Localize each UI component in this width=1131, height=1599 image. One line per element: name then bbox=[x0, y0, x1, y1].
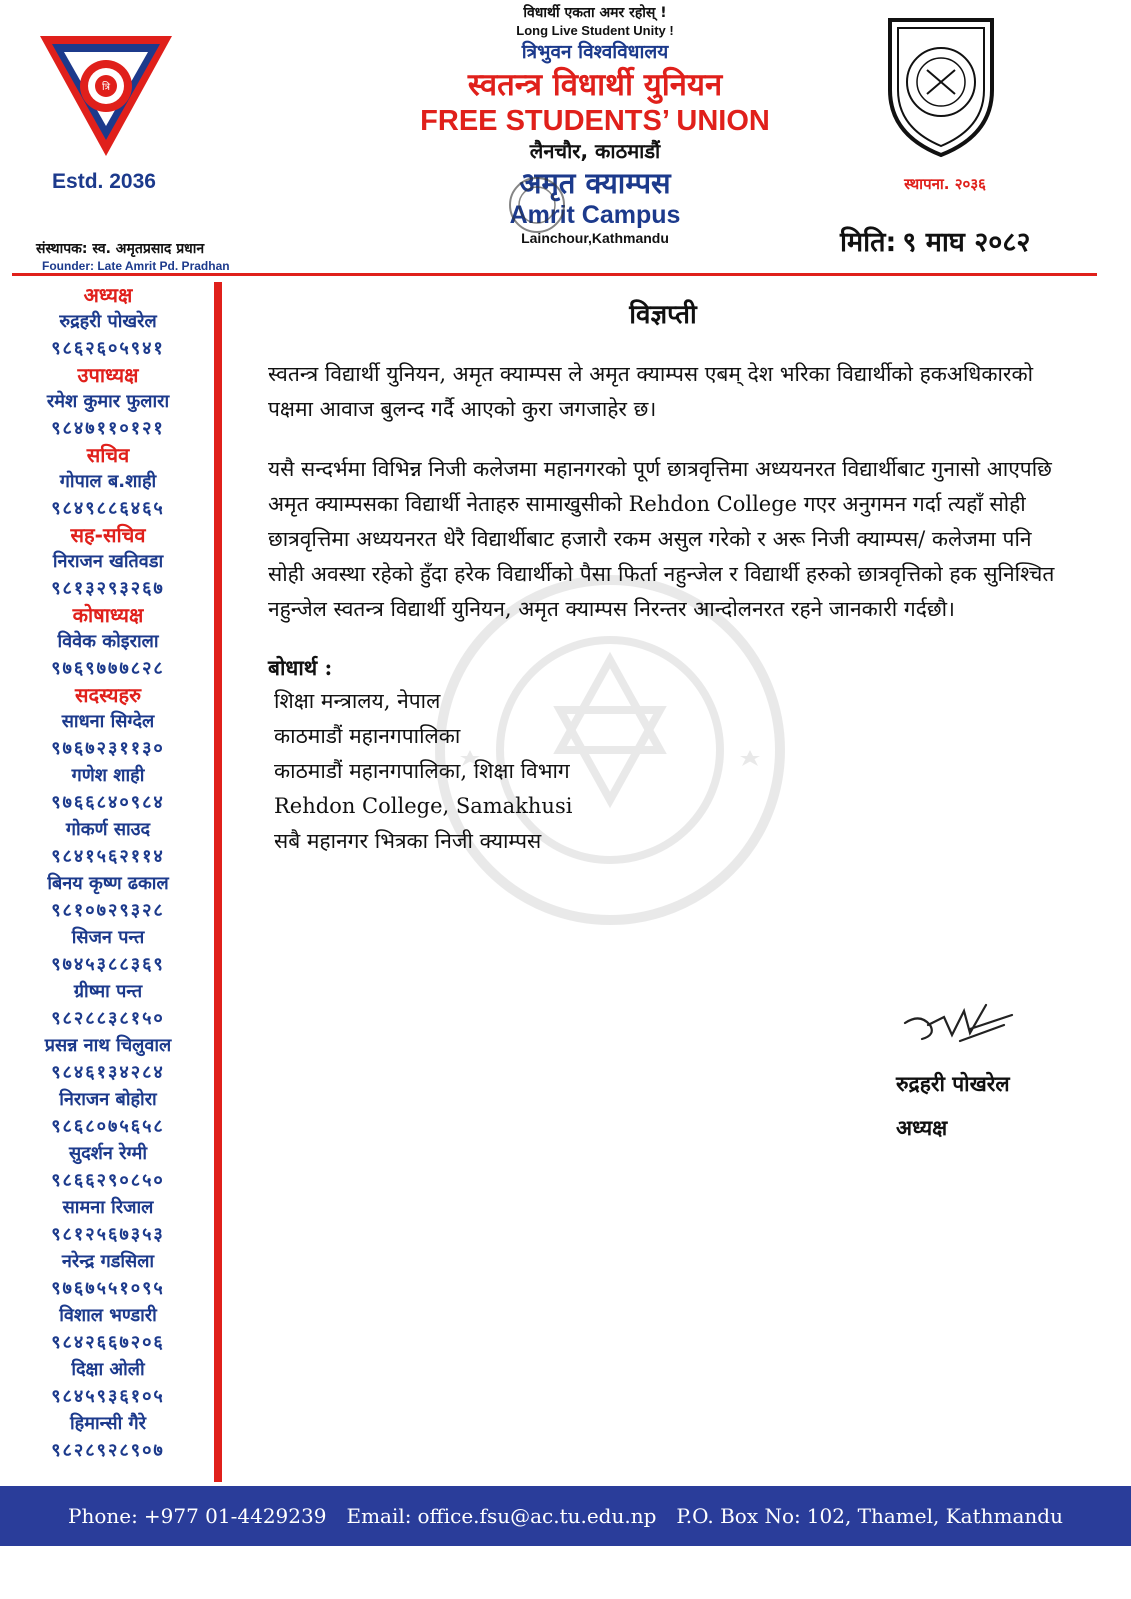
cc-list bbox=[268, 684, 1068, 859]
member-name: निराजन खतिवडा bbox=[52, 551, 164, 572]
member-phone: ९८६८०७५६५८ bbox=[51, 1116, 165, 1137]
committee-role: उपाध्यक्ष bbox=[77, 363, 139, 387]
campus-name-nepali: अमृत क्याम्पस bbox=[519, 166, 671, 200]
member-phone: ९८२८९२८९०७ bbox=[51, 1440, 165, 1461]
cc-item: सबै महानगर भित्रका निजी क्याम्पस bbox=[274, 829, 542, 853]
member-phone: ९८४२६६७२०६ bbox=[51, 1332, 165, 1353]
union-name-english: FREE STUDENTS’ UNION bbox=[420, 105, 770, 137]
fsu-emblem-icon bbox=[507, 175, 567, 235]
member-name: विशाल भण्डारी bbox=[59, 1305, 157, 1326]
tribhuvan-university-logo bbox=[36, 6, 176, 166]
member-name: सिजन पन्त bbox=[71, 927, 145, 948]
member-name: बिनय कृष्ण ढकाल bbox=[47, 873, 169, 894]
member-phone: ९८६२६०५९४१ bbox=[51, 338, 165, 359]
notice-paragraph-1: स्वतन्त्र विद्यार्थी युनियन, अमृत क्याम्पस ले अमृत क्याम्पस एबम् देश भरिका विद्यार्थीको हकअधिकारको पक्षमा आवाज बुलन्द गर्दै आएको कुरा जगजाहेर छ। bbox=[268, 362, 1034, 421]
member-phone: ९७६७२३११३० bbox=[51, 738, 165, 759]
founder-english: Founder: Late Amrit Pd. Pradhan bbox=[42, 259, 230, 273]
notice-body bbox=[268, 295, 1068, 859]
signatory-name: रुद्रहरी पोखरेल bbox=[896, 1071, 1010, 1096]
member-phone: ९८१०७२९३२८ bbox=[51, 900, 165, 921]
cc-item: काठमाडौं महानगपालिका bbox=[274, 724, 461, 748]
member-phone: ९८४६१३४२८४ bbox=[51, 1062, 165, 1083]
letterhead bbox=[0, 0, 1131, 278]
amrit-campus-shield-logo bbox=[882, 10, 1000, 160]
member-name: निराजन बोहोरा bbox=[59, 1089, 157, 1110]
member-phone: ९८२८८३८१५० bbox=[51, 1008, 165, 1029]
location-nepali: लैनचौर, काठमाडौं bbox=[529, 139, 661, 163]
cc-item: Rehdon College, Samakhusi bbox=[274, 794, 573, 818]
notice-title: विज्ञप्ती bbox=[629, 300, 697, 330]
member-phone: ९८४१५६२११४ bbox=[51, 846, 165, 867]
cc-item: शिक्षा मन्त्रालय, नेपाल bbox=[274, 689, 441, 713]
member-name: ग्रीष्मा पन्त bbox=[73, 981, 143, 1002]
member-name: विवेक कोइराला bbox=[57, 631, 159, 652]
member-phone: ९७६६८४०९८४ bbox=[51, 792, 165, 813]
location-english: Lainchour,Kathmandu bbox=[521, 230, 669, 246]
campus-name-english: Amrit Campus bbox=[509, 201, 681, 229]
svg-text:त्रि: त्रि bbox=[101, 82, 111, 93]
university-name: त्रिभुवन विश्वविधालय bbox=[521, 41, 669, 63]
committee-sidebar bbox=[8, 282, 208, 1482]
letterhead-center bbox=[380, 4, 810, 247]
cc-item: काठमाडौं महानगपालिका, शिक्षा विभाग bbox=[274, 759, 570, 783]
email-label: Email: bbox=[346, 1504, 412, 1528]
committee-role: अध्यक्ष bbox=[83, 283, 133, 307]
footer-po-box bbox=[676, 1504, 1063, 1528]
member-name: रमेश कुमार फुलारा bbox=[46, 391, 170, 412]
po-label: P.O. Box No: bbox=[676, 1504, 801, 1528]
cc-heading: बोधार्थ : bbox=[268, 655, 333, 680]
email-value: office.fsu@ac.tu.edu.np bbox=[417, 1504, 657, 1528]
member-phone: ९८१२५६७३५३ bbox=[51, 1224, 165, 1245]
committee-role: सदस्यहरु bbox=[74, 683, 142, 707]
footer-phone bbox=[68, 1504, 326, 1528]
member-name: प्रसन्न नाथ चिलुवाल bbox=[44, 1035, 172, 1056]
member-name: रुद्रहरी पोखरेल bbox=[59, 311, 157, 332]
established-nepali: स्थापना. २०३६ bbox=[904, 175, 986, 193]
date-label: मिति: bbox=[840, 227, 897, 258]
member-phone: ९८४५९३६१०५ bbox=[51, 1386, 165, 1407]
member-name: दिक्षा ओली bbox=[71, 1359, 145, 1380]
notice-paragraph-2: यसै सन्दर्भमा विभिन्न निजी कलेजमा महानगरको पूर्ण छात्रवृत्तिमा अध्ययनरत विद्यार्थीबाट गुनासो आएपछि अमृत क्याम्पसका विद्यार्थी नेताहरु सामाखुसीको Rehdon College गएर अनुगमन गर्दा त्यहाँ सोही छात्रवृत्तिमा अध्ययनरत धेरै विद्यार्थीबाट हजारौ रकम असुल गरेको र अरू निजी क्याम्पस/ कलेजमा पनि सोही अवस्था रहेको हुँदा हरेक विद्यार्थीको पैसा फिर्ता नहुन्जेल र विद्यार्थी हरुको छात्रवृत्तिको हक सुनिश्चित नहुन्जेल स्वतन्त्र विद्यार्थी युनियन, अमृत क्याम्पस निरन्तर आन्दोलनरत रहने जानकारी गर्दछौ। bbox=[268, 457, 1055, 621]
member-phone: ९८१३२९३२६७ bbox=[51, 578, 165, 599]
po-value: 102, Thamel, Kathmandu bbox=[806, 1504, 1063, 1528]
committee-role: कोषाध्यक्ष bbox=[72, 603, 144, 627]
phone-value: +977 01-4429239 bbox=[143, 1504, 327, 1528]
contact-footer bbox=[0, 1486, 1131, 1546]
motto-nepali: विधार्थी एकता अमर रहोस् ! bbox=[523, 5, 667, 21]
phone-label: Phone: bbox=[68, 1504, 138, 1528]
member-phone: ९७६७५५१०९५ bbox=[51, 1278, 165, 1299]
member-name: नरेन्द्र गडसिला bbox=[61, 1251, 155, 1272]
committee-role: सह-सचिव bbox=[70, 523, 146, 547]
member-name: सुदर्शन रेग्मी bbox=[68, 1143, 148, 1164]
member-name: हिमान्सी गैरे bbox=[69, 1413, 147, 1434]
member-phone: ९७४५३८८३६९ bbox=[51, 954, 165, 975]
founder-nepali: संस्थापक: स्व. अमृतप्रसाद प्रधान bbox=[36, 241, 205, 257]
member-name: गोकर्ण साउद bbox=[65, 819, 151, 840]
committee-role: सचिव bbox=[86, 443, 130, 467]
established-year: Estd. 2036 bbox=[52, 170, 156, 193]
member-name: गणेश शाही bbox=[71, 765, 145, 786]
member-phone: ९८४७११०१२१ bbox=[51, 418, 165, 439]
member-name: सामना रिजाल bbox=[62, 1197, 154, 1218]
union-name-nepali: स्वतन्त्र विधार्थी युनियन bbox=[467, 67, 723, 103]
signature bbox=[900, 995, 1020, 1055]
member-name: गोपाल ब.शाही bbox=[59, 471, 157, 492]
date-value: ९ माघ २०८२ bbox=[902, 227, 1031, 258]
member-phone: ९८६६२९०८५० bbox=[51, 1170, 165, 1191]
letter-date bbox=[840, 222, 1030, 259]
member-phone: ९७६९७७७८२८ bbox=[51, 658, 165, 679]
signatory-title: अध्यक्ष bbox=[896, 1115, 948, 1140]
member-phone: ९८४९८८६४६५ bbox=[51, 498, 165, 519]
footer-email bbox=[346, 1504, 656, 1528]
member-name: साधना सिग्देल bbox=[61, 711, 155, 732]
sidebar-divider bbox=[214, 282, 222, 1482]
motto-english: Long Live Student Unity ! bbox=[516, 23, 674, 38]
header-divider bbox=[12, 273, 1097, 276]
